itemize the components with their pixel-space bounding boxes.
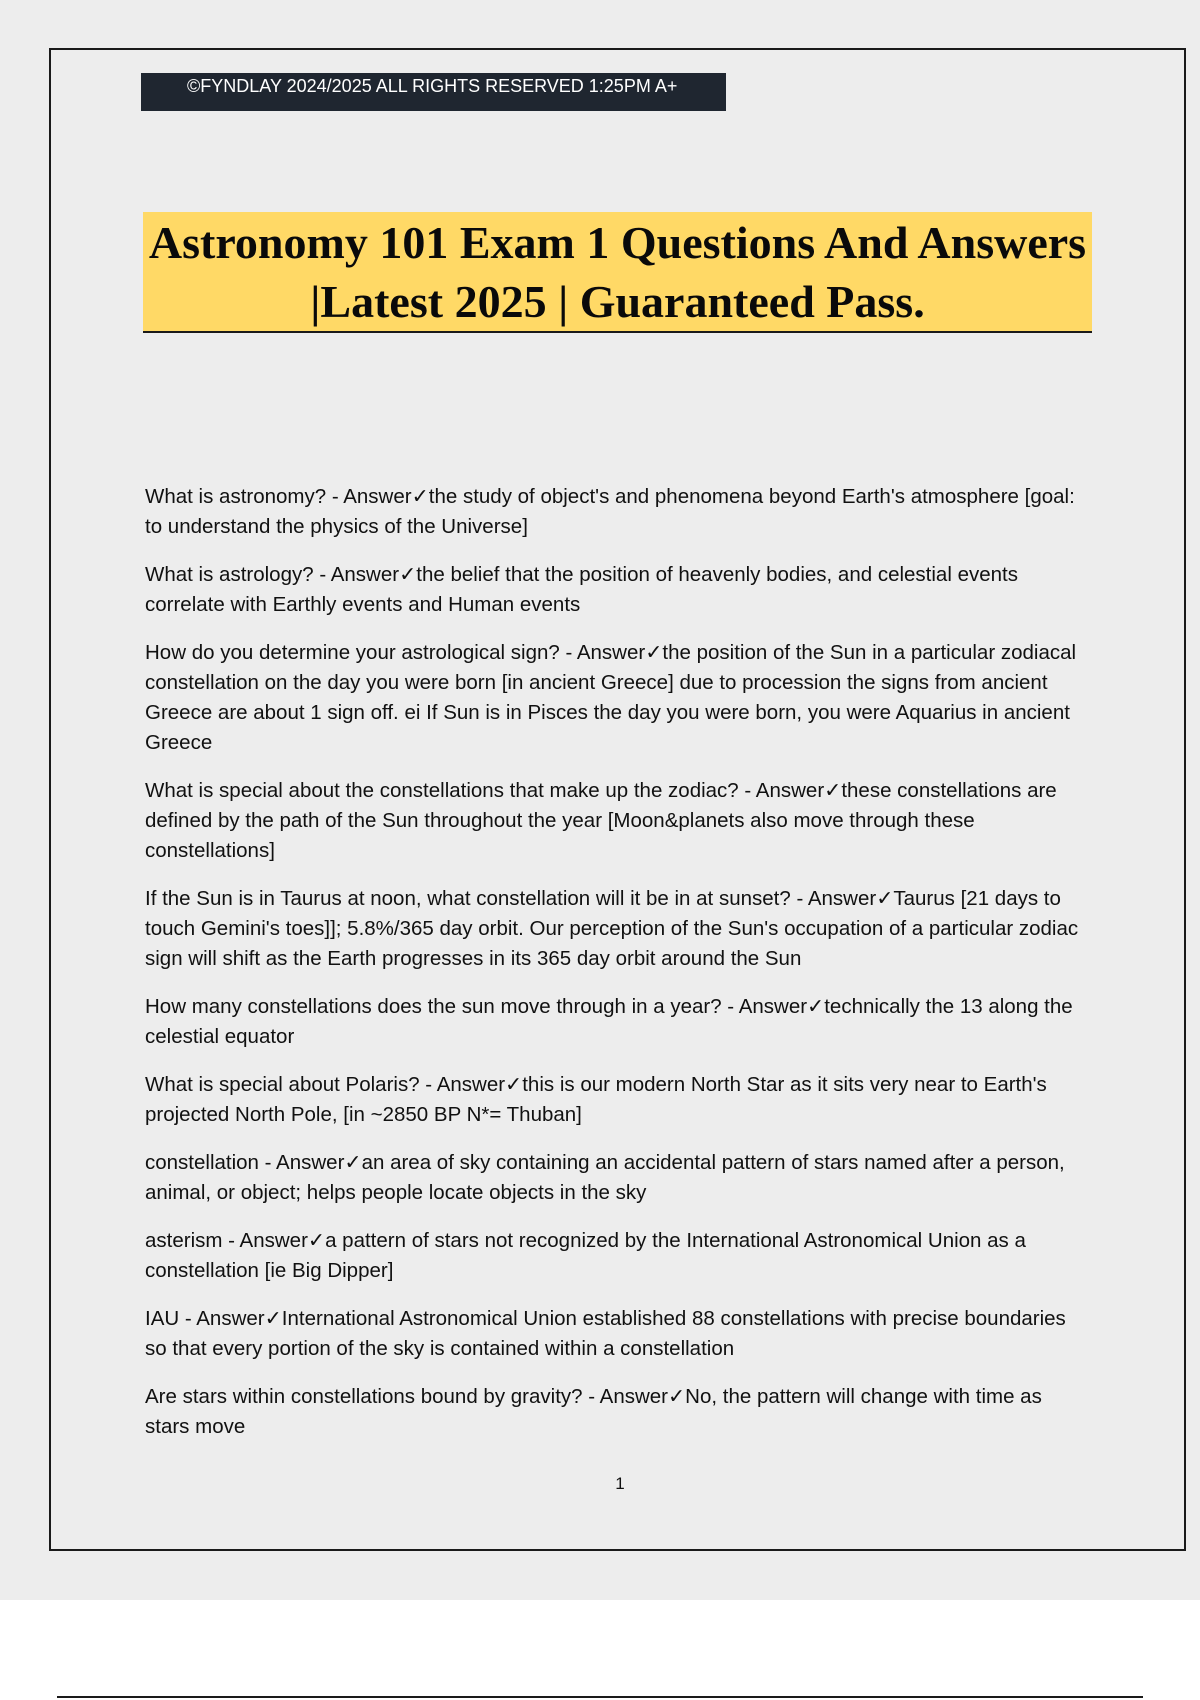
qa-list [145, 482, 1090, 1460]
qa-item: Are stars within constellations bound by gravity? - Answer✓No, the pattern will change with time as stars move [145, 1385, 1042, 1438]
qa-item: constellation - Answer✓an area of sky containing an accidental pattern of stars named after a person, animal, or object; helps people locate objects in the sky [145, 1151, 1065, 1204]
next-page-divider [57, 1696, 1143, 1698]
qa-item: What is special about Polaris? - Answer✓this is our modern North Star as it sits very near to Earth's projected North Pole, [in ~2850 BP N*= Thuban] [145, 1073, 1047, 1126]
qa-item: How do you determine your astrological sign? - Answer✓the position of the Sun in a particular zodiacal constellation on the day you were born [in ancient Greece] due to procession the signs from ancient Greece are about 1 sign off. ei If Sun is in Pisces the day you were born, you were Aquarius in ancient Greece [145, 641, 1077, 754]
qa-item: What is astronomy? - Answer✓the study of object's and phenomena beyond Earth's atmosphere [goal: to understand the physics of the Universe] [145, 485, 1075, 538]
page-number: 1 [615, 1474, 625, 1493]
qa-item: asterism - Answer✓a pattern of stars not recognized by the International Astronomical Union as a constellation [ie Big Dipper] [145, 1229, 1026, 1282]
qa-item: What is special about the constellations that make up the zodiac? - Answer✓these constellations are defined by the path of the Sun throughout the year [Moon&planets also move through these constellations] [145, 779, 1057, 862]
qa-item: IAU - Answer✓International Astronomical Union established 88 constellations with precise boundaries so that every portion of the sky is contained within a constellation [145, 1307, 1066, 1360]
document-title: Astronomy 101 Exam 1 Questions And Answers |Latest 2025 | Guaranteed Pass. [148, 216, 1087, 327]
qa-item: How many constellations does the sun move through in a year? - Answer✓technically the 13 along the celestial equator [145, 995, 1073, 1048]
qa-item: What is astrology? - Answer✓the belief that the position of heavenly bodies, and celestial events correlate with Earthly events and Human events [145, 563, 1018, 616]
title-highlight-box [143, 212, 1092, 333]
qa-item: If the Sun is in Taurus at noon, what constellation will it be in at sunset? - Answer✓Taurus [21 days to touch Gemini's toes]]; 5.8%/365 day orbit. Our perception of the Sun's occupation of a particular zodiac sign will shift as the Earth progresses in its 365 day orbit around the Sun [145, 887, 1079, 970]
copyright-banner: ©FYNDLAY 2024/2025 ALL RIGHTS RESERVED 1:25PM A+ [141, 73, 726, 111]
